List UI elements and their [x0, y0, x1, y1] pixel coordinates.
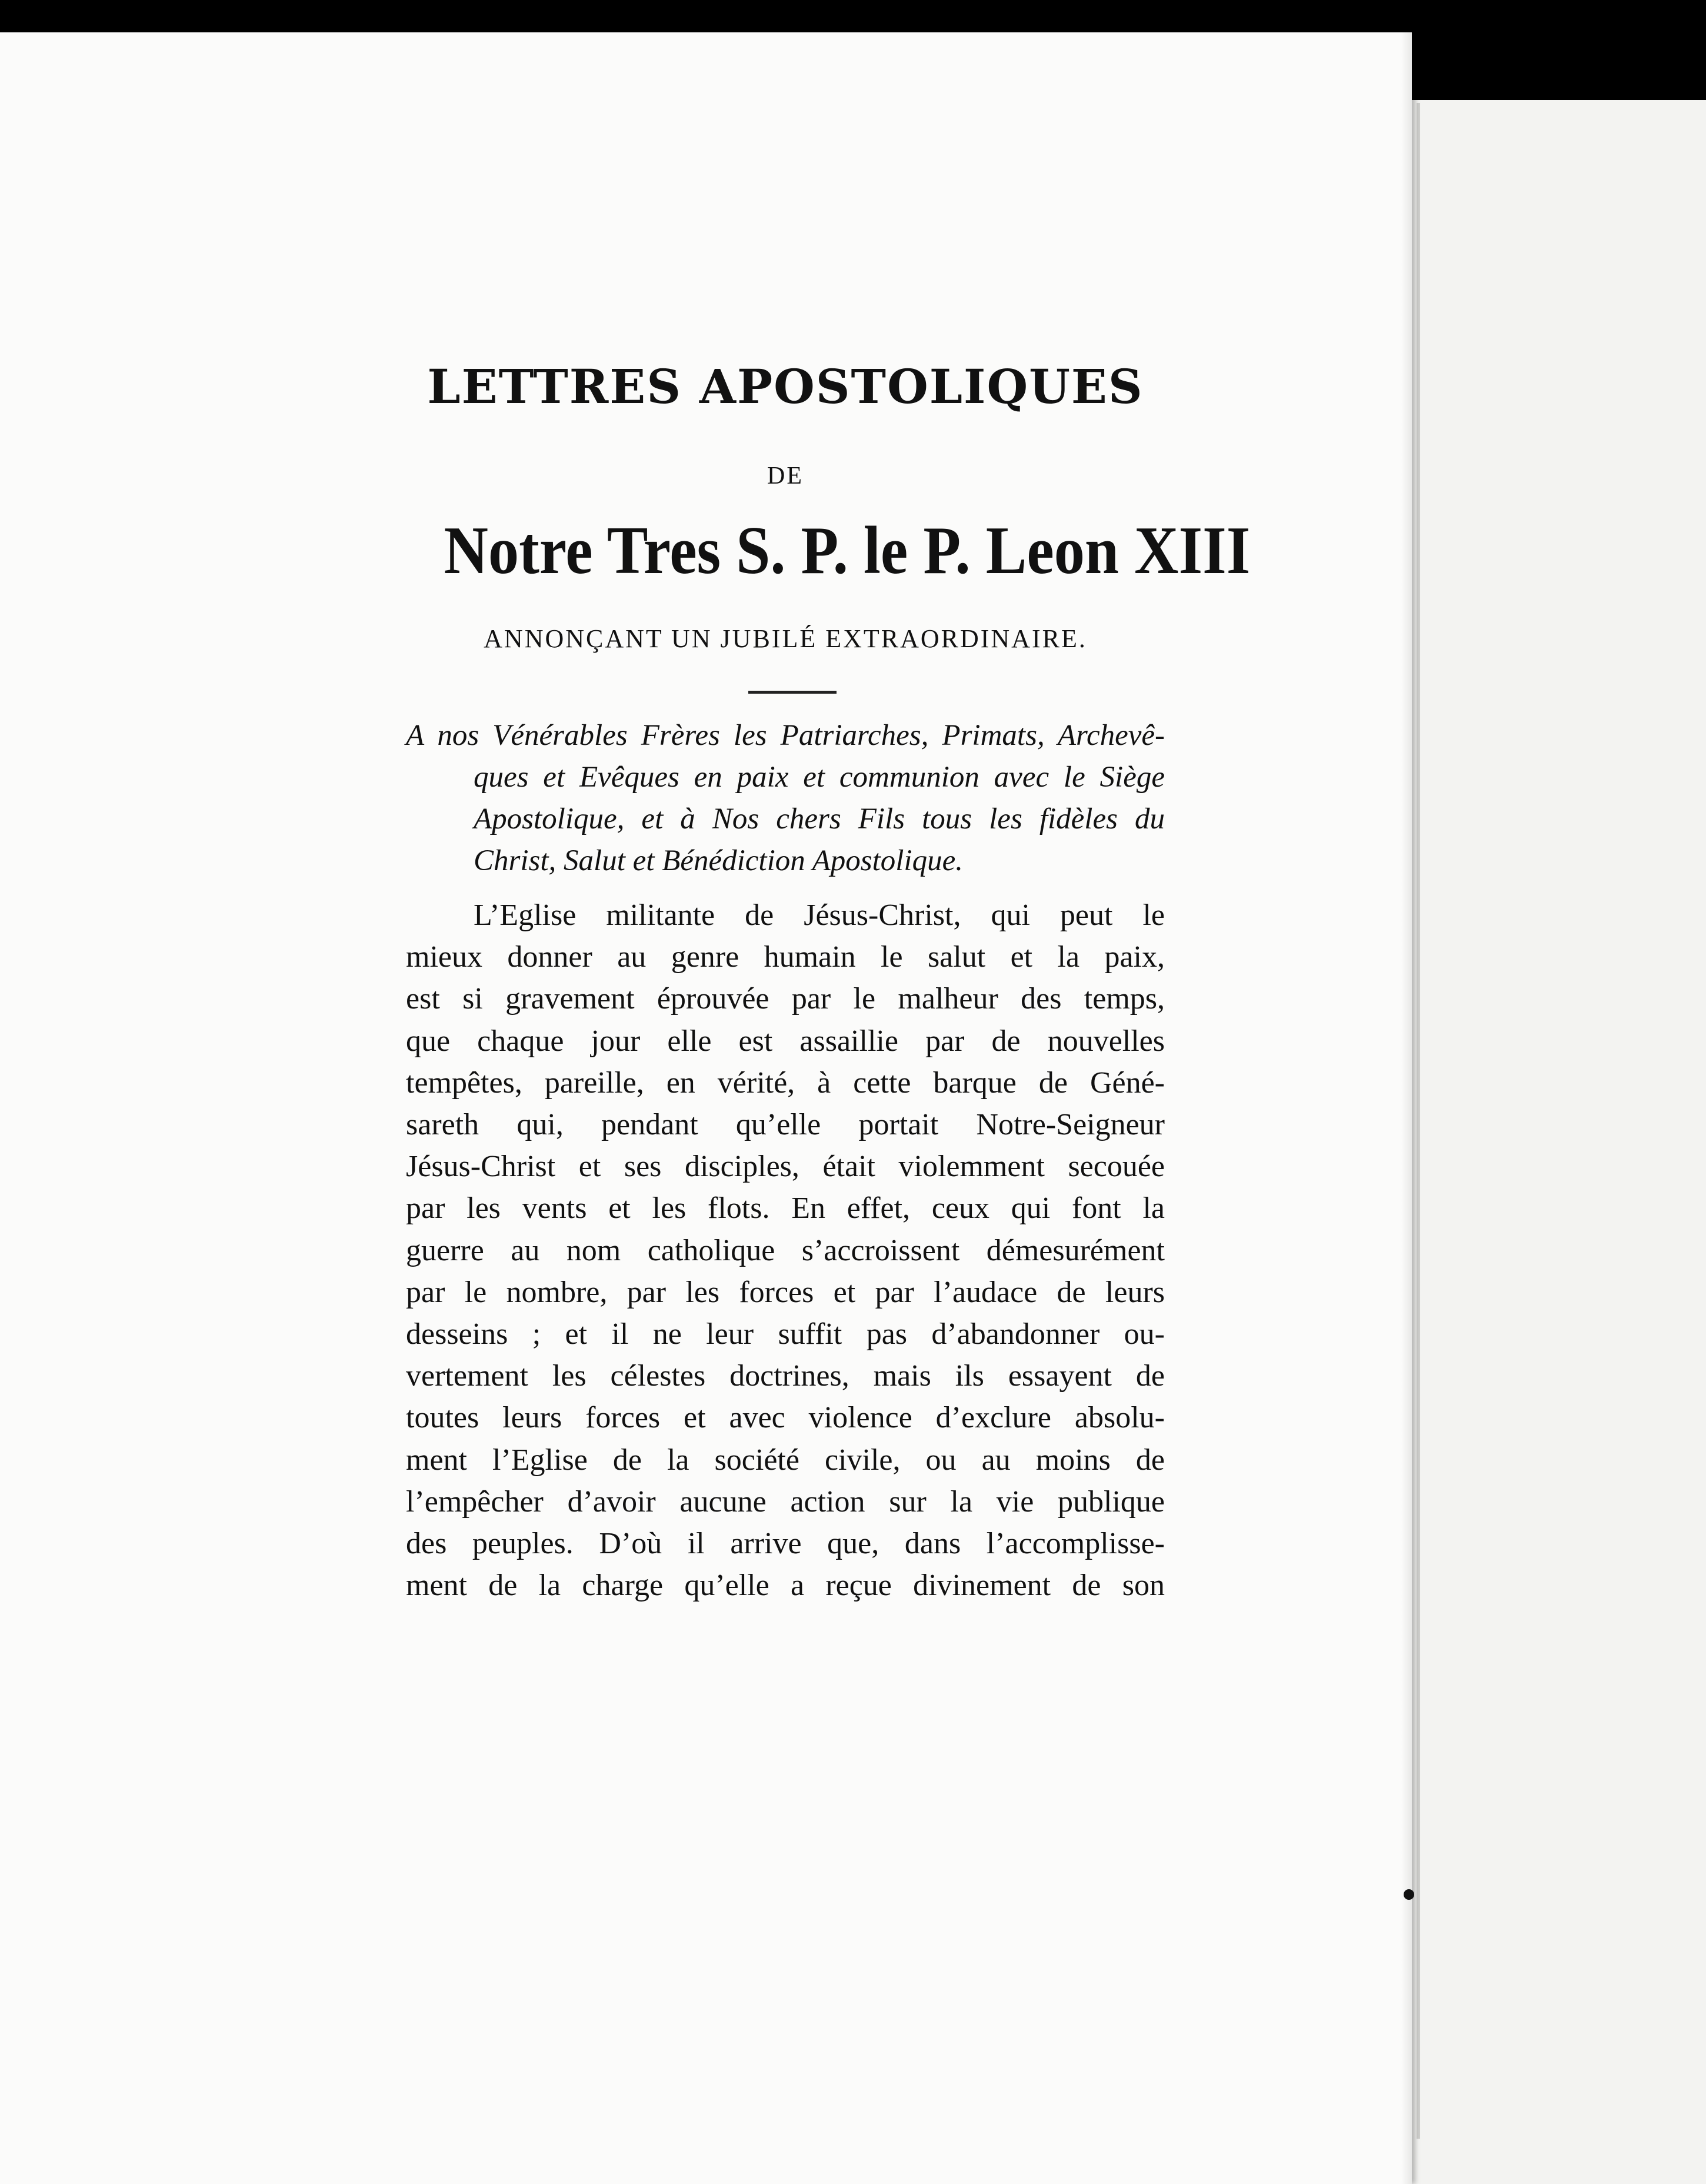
- body-line: desseins ; et il ne leur suffit pas d’abandonner ou-: [406, 1317, 1165, 1351]
- body-paragraph: [406, 894, 1165, 1606]
- body-line: ment l’Eglise de la société civile, ou au moins de: [406, 1443, 1165, 1477]
- salutation-line: Christ, Salut et Bénédiction Apostolique.: [474, 844, 963, 877]
- body-line: toutes leurs forces et avec violence d’exclure absolu-: [406, 1401, 1165, 1435]
- title-connector: DE: [767, 462, 804, 490]
- body-line: que chaque jour elle est assaillie par de nouvelles: [406, 1024, 1165, 1058]
- scanned-page: [0, 32, 1412, 2184]
- body-line: par les vents et les flots. En effet, ceux qui font la: [406, 1191, 1165, 1226]
- title-rule: [748, 691, 837, 694]
- body-line: par le nombre, par les forces et par l’audace de leurs: [406, 1275, 1165, 1309]
- body-line: est si gravement éprouvée par le malheur des temps,: [406, 982, 1165, 1016]
- body-line: mieux donner au genre humain le salut et la paix,: [406, 940, 1165, 974]
- body-line: ment de la charge qu’elle a reçue divinement de son: [406, 1569, 1165, 1603]
- body-line: l’empêcher d’avoir aucune action sur la vie publique: [406, 1484, 1165, 1519]
- page-edge: [1417, 103, 1420, 2139]
- salutation-line: ques et Evêques en paix et communion avec le Siège: [474, 761, 1165, 794]
- body-line: sareth qui, pendant qu’elle portait Notre-Seigneur: [406, 1108, 1165, 1142]
- document-title: LETTRES APOSTOLIQUES: [427, 359, 1144, 414]
- document-subtitle: ANNONÇANT UN JUBILÉ EXTRAORDINAIRE.: [484, 624, 1087, 653]
- body-line: vertement les célestes doctrines, mais ils essayent de: [406, 1359, 1165, 1393]
- body-line: guerre au nom catholique s’accroissent démesurément: [406, 1233, 1165, 1267]
- pope-title: Notre Tres S. P. le P. Leon XIII: [444, 513, 1251, 588]
- salutation: [406, 715, 1165, 882]
- body-line: des peuples. D’où il arrive que, dans l’accomplisse-: [406, 1527, 1165, 1561]
- salutation-line: Apostolique, et à Nos chers Fils tous les fidèles du: [474, 803, 1165, 835]
- body-line: tempêtes, pareille, en vérité, à cette barque de Géné-: [406, 1066, 1165, 1100]
- page-shadow: [1401, 32, 1412, 2184]
- body-line: Jésus-Christ et ses disciples, était violemment secouée: [406, 1150, 1165, 1184]
- ink-speck: [1404, 1889, 1414, 1900]
- body-line: L’Eglise militante de Jésus-Christ, qui peut le: [474, 898, 1165, 932]
- salutation-line: A nos Vénérables Frères les Patriarches, Primats, Archevê-: [406, 719, 1165, 752]
